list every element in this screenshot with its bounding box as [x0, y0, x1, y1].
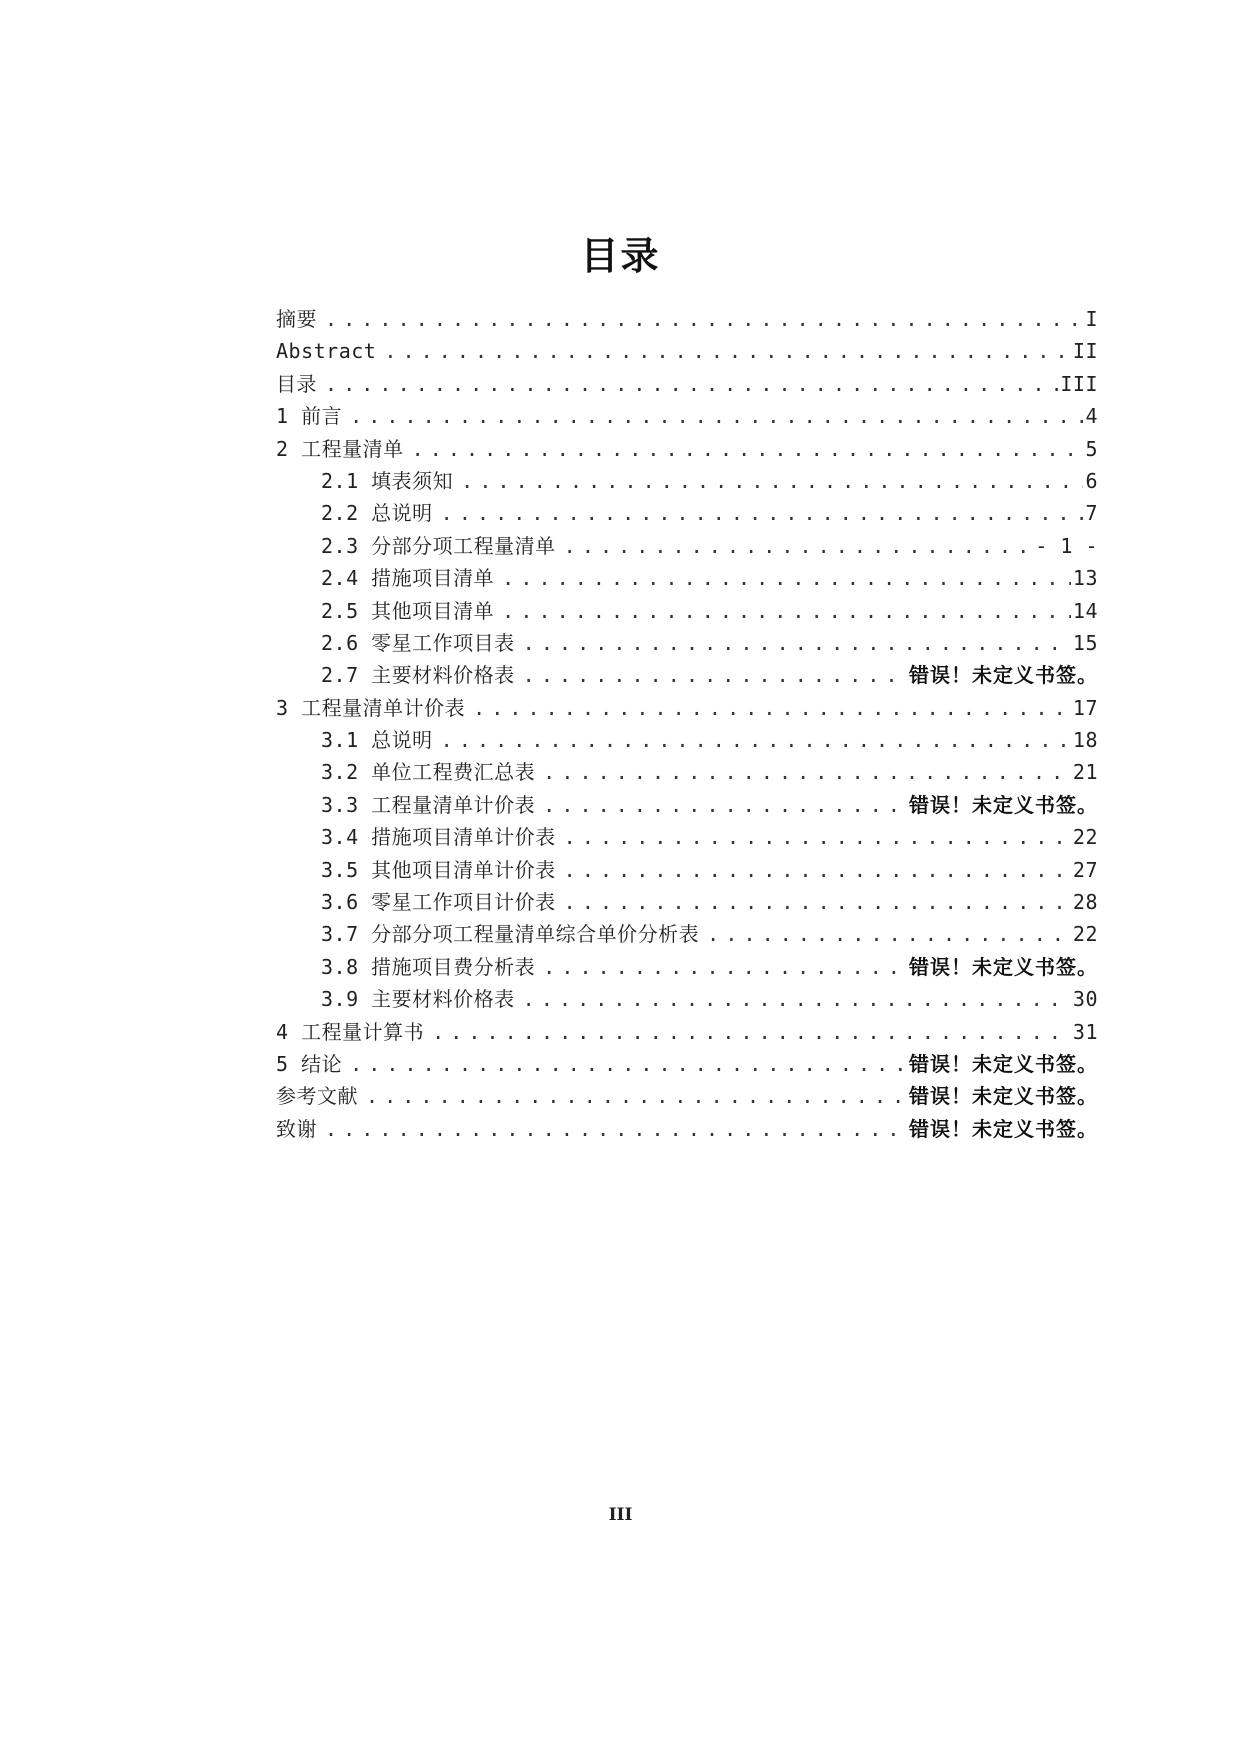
- toc-entry[interactable]: [276, 918, 1098, 950]
- toc-entry-label: 目录: [276, 371, 317, 396]
- toc-dot-leader: [461, 465, 1083, 497]
- toc-entry-page: 6: [1085, 468, 1098, 493]
- toc-entry-bookmark-error: 错误！未定义书签。: [909, 1051, 1098, 1076]
- toc-entry-page: 27: [1072, 857, 1098, 882]
- toc-entry[interactable]: [276, 1080, 1098, 1112]
- toc-entry-page: I: [1085, 307, 1098, 331]
- toc-dot-leader: [564, 530, 1034, 562]
- toc-entry-label: 5 结论: [276, 1051, 343, 1076]
- toc-entry-label: 3.3 工程量清单计价表: [321, 792, 536, 817]
- toc-entry[interactable]: [276, 1113, 1098, 1145]
- toc-dot-leader: [473, 692, 1071, 724]
- toc-entry-page: II: [1072, 339, 1098, 364]
- toc-entry[interactable]: [276, 595, 1098, 627]
- toc-dot-leader: [350, 1048, 907, 1080]
- toc-entry-label: 3.8 措施项目费分析表: [321, 954, 536, 979]
- toc-entry-label: 3 工程量清单计价表: [276, 695, 466, 720]
- toc-entry[interactable]: [276, 530, 1098, 562]
- toc-entry[interactable]: [276, 659, 1098, 691]
- toc-entry[interactable]: [276, 303, 1098, 335]
- toc-entry-page: 30: [1072, 987, 1098, 1012]
- toc-entry-label: 2.3 分部分项工程量清单: [321, 533, 556, 558]
- toc-entry-page: 31: [1072, 1019, 1098, 1044]
- toc-entry[interactable]: [276, 400, 1098, 432]
- toc-dot-leader: [384, 335, 1071, 367]
- toc-entry-label: 参考文献: [276, 1084, 358, 1109]
- toc-dot-leader: [502, 595, 1071, 627]
- toc-entry-bookmark-error: 错误！未定义书签。: [909, 1084, 1098, 1109]
- toc-dot-leader: [441, 497, 1084, 529]
- toc-entry-label: 3.2 单位工程费汇总表: [321, 760, 536, 785]
- toc-entry-label: 2.1 填表须知: [321, 468, 454, 493]
- toc-entry-page: 22: [1072, 922, 1098, 947]
- toc-entry[interactable]: [276, 465, 1098, 497]
- toc-entry-label: 摘要: [276, 307, 317, 331]
- toc-entry-label: 2.5 其他项目清单: [321, 598, 495, 623]
- toc-dot-leader: [325, 303, 1083, 335]
- toc-entry-label: 2.7 主要材料价格表: [321, 663, 515, 688]
- toc-entry-page: 4: [1085, 404, 1098, 429]
- toc-entry-bookmark-error: 错误！未定义书签。: [909, 1116, 1098, 1141]
- toc-entry[interactable]: [276, 789, 1098, 821]
- toc-entry-label: 2.6 零星工作项目表: [321, 630, 515, 655]
- toc-entry-label: Abstract: [276, 339, 377, 364]
- toc-entry-label: 3.7 分部分项工程量清单综合单价分析表: [321, 922, 700, 947]
- toc-entry-label: 1 前言: [276, 404, 343, 429]
- toc-entry-page: 21: [1072, 760, 1098, 785]
- toc-entry-label: 2.4 措施项目清单: [321, 566, 495, 591]
- toc-dot-leader: [523, 659, 907, 691]
- toc-entry-page: 7: [1085, 501, 1098, 526]
- toc-entry[interactable]: [276, 627, 1098, 659]
- toc-entry[interactable]: [276, 983, 1098, 1015]
- toc-entry-page: 17: [1072, 695, 1098, 720]
- toc-dot-leader: [432, 1016, 1071, 1048]
- toc-entry[interactable]: [276, 335, 1098, 367]
- toc-dot-leader: [523, 983, 1071, 1015]
- toc-dot-leader: [543, 789, 907, 821]
- toc-entry-label: 2.2 总说明: [321, 501, 433, 526]
- toc-entry-label: 3.1 总说明: [321, 728, 433, 753]
- toc-dot-leader: [707, 918, 1071, 950]
- toc-entry-page: 14: [1072, 598, 1098, 623]
- toc-entry[interactable]: [276, 562, 1098, 594]
- toc-dot-leader: [564, 854, 1071, 886]
- toc-dot-leader: [325, 1113, 907, 1145]
- toc-entry-page: III: [1060, 371, 1098, 396]
- toc-entry[interactable]: [276, 854, 1098, 886]
- toc-entry-label: 4 工程量计算书: [276, 1019, 425, 1044]
- toc-entry-page: 5: [1085, 436, 1098, 461]
- toc-entry[interactable]: [276, 497, 1098, 529]
- page-number: III: [608, 1505, 633, 1525]
- toc-entry-label: 3.4 措施项目清单计价表: [321, 825, 556, 850]
- toc-entry[interactable]: [276, 368, 1098, 400]
- toc-entry-bookmark-error: 错误！未定义书签。: [909, 663, 1098, 688]
- toc-entry[interactable]: [276, 724, 1098, 756]
- toc-dot-leader: [350, 400, 1083, 432]
- toc-entry[interactable]: [276, 692, 1098, 724]
- toc-entry-page: 13: [1072, 566, 1098, 591]
- toc-entry-page: 18: [1072, 728, 1098, 753]
- toc-entry-page: 15: [1072, 630, 1098, 655]
- toc-entry-page: - 1 -: [1035, 533, 1098, 558]
- toc-dot-leader: [523, 627, 1071, 659]
- toc-dot-leader: [325, 368, 1058, 400]
- toc-entry[interactable]: [276, 1048, 1098, 1080]
- toc-entry-page: 28: [1072, 890, 1098, 915]
- page-title: 目录: [580, 234, 661, 278]
- toc-dot-leader: [564, 821, 1071, 853]
- toc-entry-label: 2 工程量清单: [276, 436, 404, 461]
- toc-dot-leader: [564, 886, 1071, 918]
- toc-entry[interactable]: [276, 821, 1098, 853]
- toc-entry-bookmark-error: 错误！未定义书签。: [909, 792, 1098, 817]
- toc-dot-leader: [502, 562, 1071, 594]
- toc-entry[interactable]: [276, 433, 1098, 465]
- toc-entry[interactable]: [276, 886, 1098, 918]
- toc-dot-leader: [366, 1080, 907, 1112]
- toc-entry[interactable]: [276, 756, 1098, 788]
- toc-entry[interactable]: [276, 951, 1098, 983]
- table-of-contents: [276, 303, 1098, 1145]
- toc-dot-leader: [441, 724, 1071, 756]
- toc-entry-label: 3.9 主要材料价格表: [321, 987, 515, 1012]
- toc-entry-page: 22: [1072, 825, 1098, 850]
- toc-dot-leader: [412, 433, 1084, 465]
- toc-entry-label: 3.6 零星工作项目计价表: [321, 890, 556, 915]
- toc-entry-label: 致谢: [276, 1116, 317, 1141]
- toc-dot-leader: [543, 756, 1071, 788]
- toc-dot-leader: [543, 951, 907, 983]
- toc-entry-label: 3.5 其他项目清单计价表: [321, 857, 556, 882]
- toc-entry-bookmark-error: 错误！未定义书签。: [909, 954, 1098, 979]
- toc-entry[interactable]: [276, 1016, 1098, 1048]
